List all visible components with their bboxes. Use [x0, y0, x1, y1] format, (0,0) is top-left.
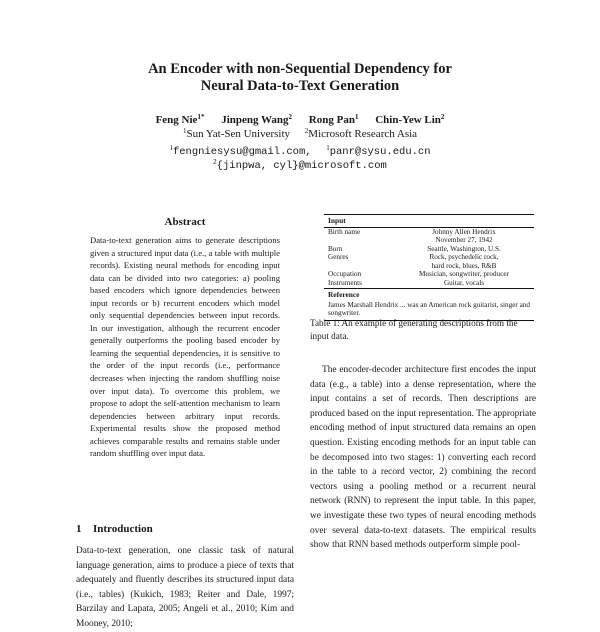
table-key: Birth name [328, 227, 361, 236]
table-row [324, 253, 534, 262]
section-heading-introduction [76, 523, 153, 535]
introduction-body: Data-to-text generation, one classic task of natural language generation, aims to produce a piece of texts that adequately and fluently describes its structured input data (i.e., tables) (Kukich, 1983; Reiter and Dale, 1997; Barzilay and Lapata, 2005; Angeli et al., 2010; Kim and Mooney, 2010; [76, 546, 294, 629]
abstract-body: Data-to-text generation aims to generate descriptions given a structured input data (i.e., a table with multiple records). Existing neural methods for encoding input data can be divided into two categories: a) pooling based encoders which ignore dependencies between input records or b) recurrent encoders which model only sequential dependencies between input records. In our investigation, although the recurrent encoder generally outperforms the pooling based encoder by learning the sequential dependencies, it is sensitive to the order of the input records (i.e., performance decreases when injecting the random shuffling noise over input data). To overcome this problem, we propose to adopt the self-attention mechanism to learn dependencies between arbitrary input records. Experimental results show the proposed method achieves comparable results and remains stable under random shuffling over input data. [90, 235, 280, 459]
table-row [324, 245, 534, 254]
table-row [324, 270, 534, 279]
section-number: 1 [76, 523, 82, 535]
table-value: Seattle, Washington, U.S. [427, 244, 501, 253]
example-table [324, 214, 534, 321]
table-row [324, 279, 534, 289]
table-value: Musician, songwriter, producer [419, 270, 509, 278]
author-superscript: 2 [440, 113, 445, 121]
table-input-header: Input [328, 216, 346, 225]
table-reference-header: Reference [328, 290, 360, 299]
table-caption: Table 1: An example of generating descriptions from the input data. [310, 318, 518, 341]
emails-line-2 [0, 159, 600, 173]
author-list [0, 113, 600, 127]
email-address: {jinpwa, cyl}@microsoft.com [216, 160, 387, 172]
table-value: Johnny Allen Hendrix [432, 227, 496, 236]
table-key [328, 236, 398, 245]
affiliations [0, 127, 600, 141]
table-value: Rock, psychedelic rock, [429, 253, 499, 261]
author-name: Rong Pan [308, 114, 355, 126]
author-superscript: 2 [288, 113, 293, 121]
affiliation-name: Sun Yat-Sen University [186, 128, 291, 140]
author-name: Feng Nie [155, 114, 198, 126]
affiliation-superscript: 2 [304, 127, 309, 135]
author-name: Chin-Yew Lin [375, 114, 441, 126]
table-value: November 27, 1942 [435, 236, 493, 244]
right-column-body: The encoder-decoder architecture first encodes the input data (e.g., a table) into a dense representation, where the input contains a set of records. Then descriptions are produced based on the input representation. The appropriate encoding method of input structured data remains an open question. Existing encoding methods for an input table can be decomposed into two stages: 1) converting each record in the table to a record vector, 2) combining the record vectors using a pooling method or a recurrent neural network (RNN) to represent the input table. In this paper, we investigate these two types of neural encoding methods over several data-to-text datasets. The empirical results show that RNN based methods outperform simple pool- [310, 365, 536, 551]
table-row [324, 228, 534, 237]
paper-title [0, 61, 600, 95]
table-value: Guitar, vocals [443, 278, 485, 287]
author-name: Jinpeng Wang [221, 114, 289, 126]
email-address: fengniesysu@gmail.com, [172, 146, 312, 158]
table-row [324, 236, 534, 245]
abstract-heading: Abstract [164, 216, 206, 228]
table-key: Born [328, 244, 343, 253]
table-key: Occupation [328, 270, 362, 278]
author-superscript: 1* [197, 113, 205, 121]
email-superscript: 1 [169, 144, 173, 152]
table-value: hard rock, blues, R&B [431, 261, 497, 270]
title-line-1: An Encoder with non-Sequential Dependency for [148, 61, 452, 77]
email-address: panr@sysu.edu.cn [329, 146, 431, 158]
affiliation-superscript: 1 [182, 127, 187, 135]
section-title: Introduction [93, 523, 153, 535]
affiliation-name: Microsoft Research Asia [308, 128, 418, 140]
emails-line-1 [0, 145, 600, 159]
title-line-2: Neural Data-to-Text Generation [200, 78, 400, 94]
email-superscript: 1 [326, 144, 330, 152]
table-key: Instruments [328, 278, 362, 287]
table-key: Genres [328, 253, 349, 261]
table-reference-text: James Marshall Hendrix ... was an American rock guitarist, singer and songwriter. [328, 300, 530, 317]
email-superscript: 2 [213, 158, 217, 166]
table-key [328, 262, 398, 271]
table-row [324, 262, 534, 271]
author-superscript: 1 [354, 113, 359, 121]
